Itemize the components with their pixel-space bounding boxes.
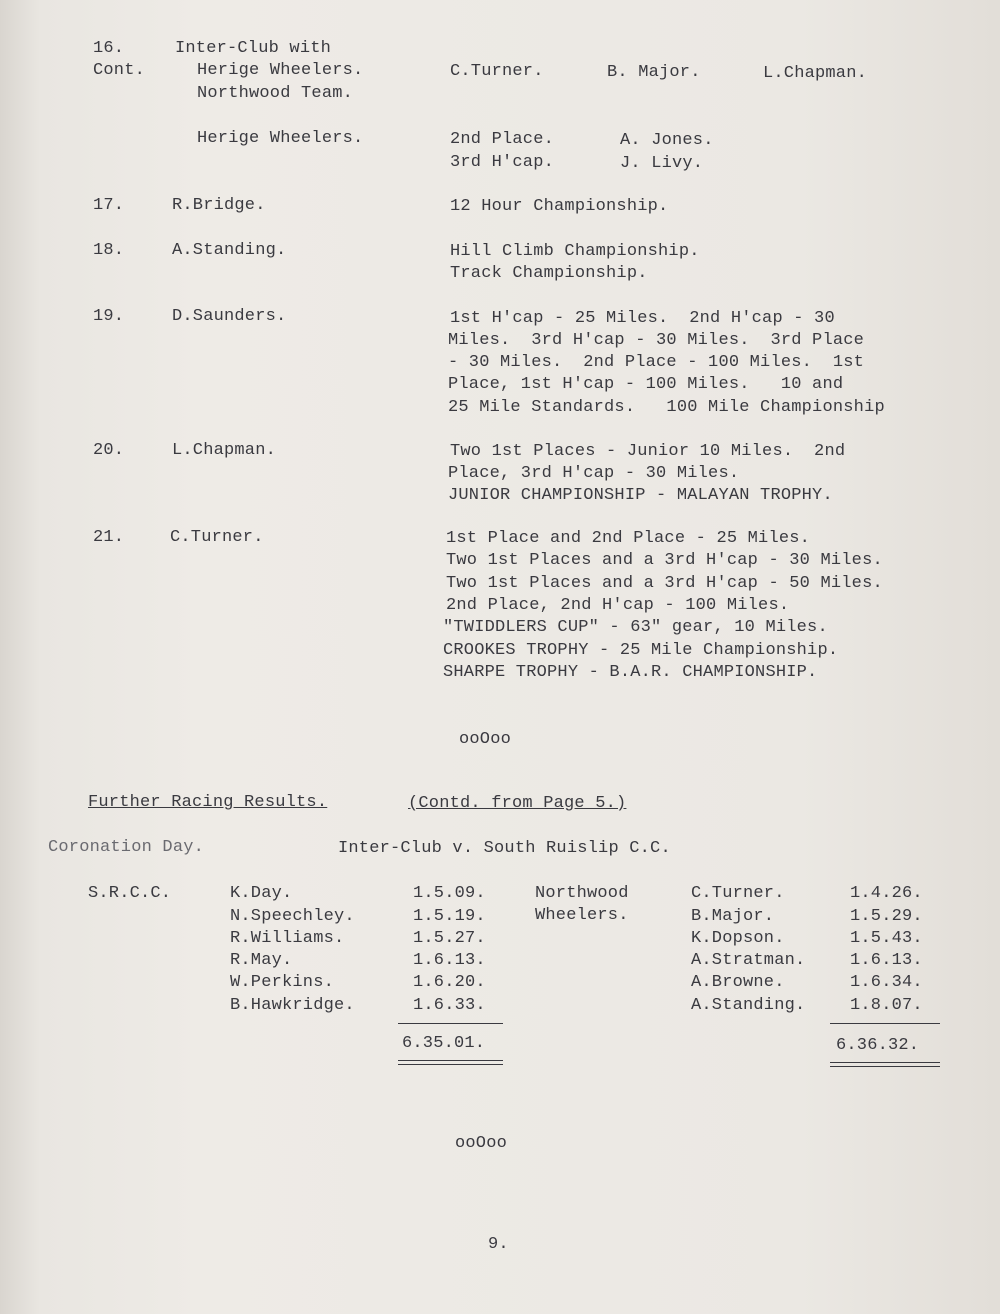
team-b-rider-name: B.Major. — [691, 907, 775, 926]
further-heading: Further Racing Results. — [88, 793, 328, 812]
entry-21-line-5: "TWIDDLERS CUP" - 63" gear, 10 Miles. — [443, 618, 828, 637]
team-a-rider-time: 1.5.19. — [413, 907, 486, 926]
team-a-rider-time: 1.5.09. — [413, 884, 486, 903]
team-a-rider-time: 1.6.33. — [413, 996, 486, 1015]
event-date: Coronation Day. — [48, 838, 205, 857]
team-b-rider-time: 1.6.34. — [850, 973, 923, 992]
entry-19-line-1: 1st H'cap - 25 Miles. 2nd H'cap - 30 — [450, 309, 835, 328]
team-b-rider-time: 1.6.13. — [850, 951, 923, 970]
entry-19-line-5: 25 Mile Standards. 100 Mile Championship — [448, 398, 885, 417]
entry-16-sub-1: Herige Wheelers. — [197, 61, 364, 80]
entry-16-rider-2: B. Major. — [607, 63, 701, 82]
entry-20-line-1: Two 1st Places - Junior 10 Miles. 2nd — [450, 442, 846, 461]
entry-16-number: 16. — [93, 39, 125, 58]
team-b-total-double-rule — [830, 1062, 940, 1067]
team-a-rider-name: W.Perkins. — [230, 973, 335, 992]
event-name: Inter-Club v. South Ruislip C.C. — [338, 839, 671, 858]
team-b-rider-time: 1.5.43. — [850, 929, 923, 948]
team-a-total: 6.35.01. — [402, 1034, 486, 1053]
entry-19-name: D.Saunders. — [172, 307, 287, 326]
herige-rider-1: A. Jones. — [620, 131, 714, 150]
entry-18-number: 18. — [93, 241, 125, 260]
team-a-rider-name: K.Day. — [230, 884, 293, 903]
team-a-label: S.R.C.C. — [88, 884, 172, 903]
team-a-rider-name: B.Hawkridge. — [230, 996, 355, 1015]
team-a-total-rule — [398, 1023, 503, 1024]
entry-18-line-1: Hill Climb Championship. — [450, 242, 700, 261]
entry-16-rider-1: C.Turner. — [450, 62, 544, 81]
entry-16-rider-3: L.Chapman. — [763, 64, 868, 83]
team-b-label-1: Northwood — [535, 884, 629, 903]
herige-rider-2: J. Livy. — [620, 154, 704, 173]
team-a-rider-time: 1.6.13. — [413, 951, 486, 970]
entry-17-number: 17. — [93, 196, 125, 215]
team-a-rider-time: 1.6.20. — [413, 973, 486, 992]
team-a-rider-time: 1.5.27. — [413, 929, 486, 948]
team-b-total: 6.36.32. — [836, 1036, 920, 1055]
entry-20-line-2: Place, 3rd H'cap - 30 Miles. — [448, 464, 740, 483]
herige-label: Herige Wheelers. — [197, 129, 364, 148]
separator-1: ooOoo — [459, 730, 512, 749]
team-a-rider-name: R.Williams. — [230, 929, 345, 948]
team-b-total-rule — [830, 1023, 940, 1024]
team-a-rider-name: N.Speechley. — [230, 907, 355, 926]
team-b-rider-name: A.Standing. — [691, 996, 806, 1015]
team-a-total-double-rule — [398, 1060, 503, 1065]
entry-20-line-3: JUNIOR CHAMPIONSHIP - MALAYAN TROPHY. — [448, 486, 833, 505]
entry-20-number: 20. — [93, 441, 125, 460]
team-a-rider-name: R.May. — [230, 951, 293, 970]
entry-21-number: 21. — [93, 528, 125, 547]
entry-16-cont: Cont. — [93, 61, 146, 80]
team-b-rider-name: A.Browne. — [691, 973, 785, 992]
herige-result-2: 3rd H'cap. — [450, 153, 555, 172]
entry-21-line-3: Two 1st Places and a 3rd H'cap - 50 Miles. — [446, 574, 883, 593]
entry-19-line-4: Place, 1st H'cap - 100 Miles. 10 and — [448, 375, 844, 394]
entry-21-line-2: Two 1st Places and a 3rd H'cap - 30 Miles. — [446, 551, 883, 570]
entry-19-line-3: - 30 Miles. 2nd Place - 100 Miles. 1st — [448, 353, 865, 372]
entry-16-sub-2: Northwood Team. — [197, 84, 354, 103]
team-b-rider-time: 1.8.07. — [850, 996, 923, 1015]
entry-18-line-2: Track Championship. — [450, 264, 648, 283]
team-b-label-2: Wheelers. — [535, 906, 629, 925]
entry-18-name: A.Standing. — [172, 241, 287, 260]
entry-21-line-1: 1st Place and 2nd Place - 25 Miles. — [446, 529, 811, 548]
entry-20-name: L.Chapman. — [172, 441, 277, 460]
entry-16-name: Inter-Club with — [175, 39, 332, 58]
entry-19-number: 19. — [93, 307, 125, 326]
entry-21-name: C.Turner. — [170, 528, 264, 547]
team-b-rider-name: C.Turner. — [691, 884, 785, 903]
further-contd: (Contd. from Page 5.) — [408, 794, 627, 813]
entry-21-line-7: SHARPE TROPHY - B.A.R. CHAMPIONSHIP. — [443, 663, 818, 682]
entry-21-line-4: 2nd Place, 2nd H'cap - 100 Miles. — [446, 596, 790, 615]
page-number: 9. — [488, 1235, 509, 1254]
entry-17-name: R.Bridge. — [172, 196, 266, 215]
separator-2: ooOoo — [455, 1134, 508, 1153]
team-b-rider-name: A.Stratman. — [691, 951, 806, 970]
entry-21-line-6: CROOKES TROPHY - 25 Mile Championship. — [443, 641, 839, 660]
entry-17-line-1: 12 Hour Championship. — [450, 197, 669, 216]
team-b-rider-time: 1.5.29. — [850, 907, 923, 926]
entry-19-line-2: Miles. 3rd H'cap - 30 Miles. 3rd Place — [448, 331, 865, 350]
team-b-rider-name: K.Dopson. — [691, 929, 785, 948]
team-b-rider-time: 1.4.26. — [850, 884, 923, 903]
herige-result-1: 2nd Place. — [450, 130, 555, 149]
